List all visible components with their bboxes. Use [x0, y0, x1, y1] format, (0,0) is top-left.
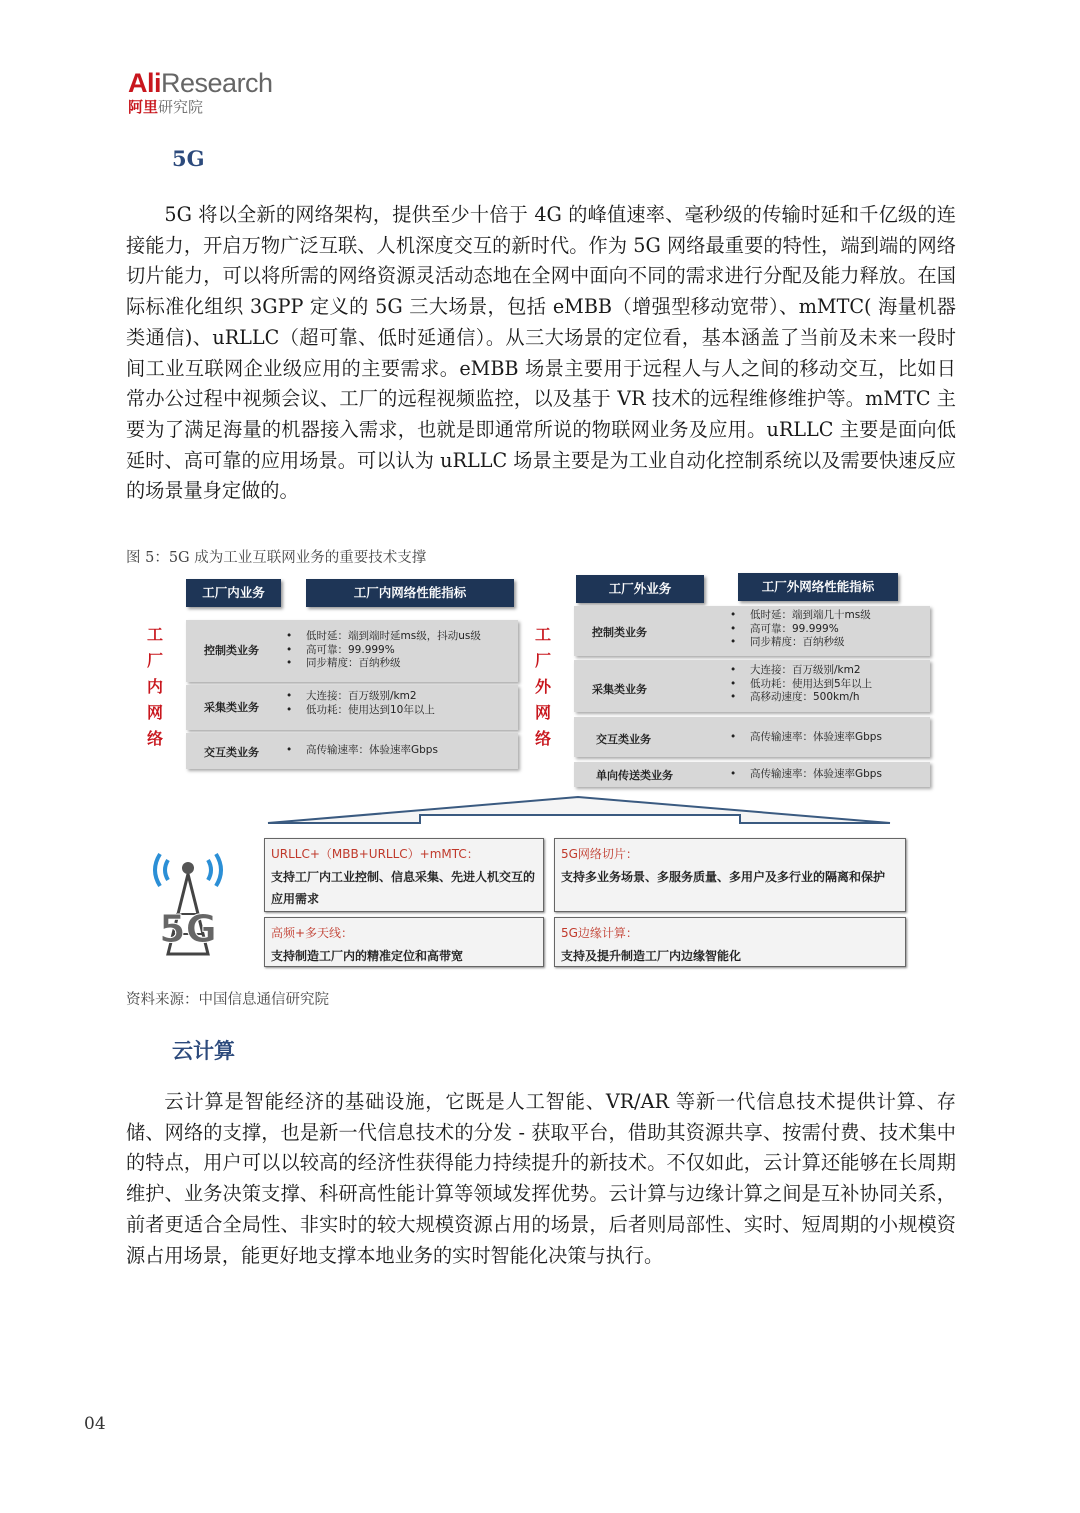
up-arrow-shape	[260, 795, 900, 829]
row-label: 交互类业务	[596, 733, 651, 746]
figure-caption: 图 5：5G 成为工业互联网业务的重要技术支撑	[126, 550, 427, 566]
figure-source: 资料来源：中国信息通信研究院	[126, 992, 329, 1008]
external-row-interaction	[574, 717, 930, 757]
vertical-label-char: 网	[146, 703, 163, 722]
5g-tower-icon	[138, 834, 238, 964]
header-factory-internal-metrics: 工厂内网络性能指标	[306, 579, 514, 607]
vertical-label-char: 网	[534, 703, 551, 722]
5g-icon-text: 5G	[159, 907, 217, 951]
right-side-label	[533, 622, 553, 752]
alibaba-research-logo: AliResearch	[128, 68, 273, 98]
box-title: 高频+多天线：	[271, 926, 354, 940]
vertical-label-char: 络	[534, 729, 551, 748]
row-label: 交互类业务	[204, 746, 259, 759]
box-title: 5G网络切片：	[561, 847, 638, 861]
box-urllc-mmtc	[264, 838, 544, 912]
external-row-control	[574, 606, 930, 656]
external-row-collection	[574, 660, 930, 712]
box-description: 支持制造工厂内的精准定位和高带宽	[271, 949, 464, 963]
header-factory-external-business: 工厂外业务	[576, 575, 704, 603]
row-metrics-list: • 低时延：端到端时延ms级，抖动us级 • 高可靠：99.999% • 同步精度：百纳秒级	[286, 630, 481, 671]
section-title-5g: 5G	[172, 146, 205, 171]
row-label: 采集类业务	[592, 683, 647, 696]
vertical-label-char: 厂	[146, 651, 163, 670]
box-title: URLLC+（MBB+URLLC）+mMTC：	[271, 847, 479, 861]
page-number: 04	[84, 1414, 106, 1434]
box-title: 5G边缘计算：	[561, 926, 638, 940]
row-label: 采集类业务	[204, 701, 259, 714]
row-label: 单向传送类业务	[596, 769, 673, 782]
paragraph-5g: 5G 将以全新的网络架构，提供至少十倍于 4G 的峰值速率、毫秒级的传输时延和千亿级的连接能力，开启万物广泛互联、人机深度交互的新时代。作为 5G 网络最重要的特性，端到端的网络切片能力，可以将所需的网络资源灵活动态地在全网中面向不同的需求进行分配及能力释放。在国际标准化组织 3GPP 定义的 5G 三大场景，包括 eMBB（增强型移动宽带）、mMTC( 海量机器类通信)、uRLLC（超可靠、低时延通信）。从三大场景的定位看，基本涵盖了当前及未来一段时间工业互联网企业级应用的主要需求。eMBB 场景主要用于远程人与人之间的移动交互，比如日常办公过程中视频会议、工厂的远程视频监控，以及基于 VR 技术的远程维修维护等。mMTC 主要为了满足海量的机器接入需求，也就是即通常所说的物联网业务及应用。uRLLC 主要是面向低延时、高可靠的应用场景。可以认为 uRLLC 场景主要是为工业自动化控制系统以及需要快速反应的场景量身定做的。	[126, 203, 956, 503]
internal-row-interaction	[186, 733, 518, 769]
header-factory-external-metrics: 工厂外网络性能指标	[738, 573, 898, 601]
row-label: 控制类业务	[204, 644, 259, 657]
logo-subtitle: 阿里研究院	[128, 98, 204, 116]
vertical-label-char: 工	[534, 625, 551, 644]
row-metrics-list: • 高传输速率：体验速率Gbps	[730, 731, 882, 745]
row-metrics-list: • 高传输速率：体验速率Gbps	[730, 768, 882, 782]
paragraph-cloud: 云计算是智能经济的基础设施，它既是人工智能、VR/AR 等新一代信息技术提供计算、存储、网络的支撑，也是新一代信息技术的分发 - 获取平台，借助其资源共享、按需付费、技术集中的特点，用户可以以较高的经济性获得能力持续提升的新技术。不仅如此，云计算还能够在长周期维护、业务决策支撑、科研高性能计算等领域发挥优势。云计算与边缘计算之间是互补协同关系，前者更适合全局性、非实时的较大规模资源占用的场景，后者则局部性、实时、短周期的小规模资源占用场景，能更好地支撑本地业务的实时智能化决策与执行。	[126, 1090, 956, 1267]
vertical-label-char: 厂	[534, 651, 551, 670]
external-row-oneway	[574, 762, 930, 787]
vertical-label-char: 外	[534, 677, 551, 696]
header-factory-internal-business: 工厂内业务	[186, 579, 281, 607]
vertical-label-char: 内	[146, 677, 163, 696]
row-metrics-list: • 高传输速率：体验速率Gbps	[286, 744, 438, 758]
box-description: 支持及提升制造工厂内边缘智能化	[561, 949, 742, 963]
vertical-label-char: 工	[146, 625, 163, 644]
internal-row-collection	[186, 685, 518, 730]
box-description: 支持多业务场景、多服务质量、多用户及多行业的隔离和保护	[561, 870, 886, 884]
row-metrics-list: • 大连接：百万级别/km2 • 低功耗：使用达到5年以上 • 高移动速度：500km/h	[730, 664, 872, 705]
vertical-label-char: 络	[146, 729, 163, 748]
box-edge-computing	[554, 917, 906, 967]
left-side-label	[145, 622, 165, 752]
row-label: 控制类业务	[592, 626, 647, 639]
section-title-cloud: 云计算	[172, 1038, 235, 1063]
internal-row-control	[186, 620, 518, 682]
row-metrics-list: • 大连接：百万级别/km2 • 低功耗：使用达到10年以上	[286, 690, 435, 717]
box-network-slicing	[554, 838, 906, 912]
box-description: 支持工厂内工业控制、信息采集、先进人机交互的应用需求	[271, 870, 536, 906]
box-high-frequency-antenna	[264, 917, 544, 967]
row-metrics-list: • 低时延：端到端几十ms级 • 高可靠：99.999% • 同步精度：百纳秒级	[730, 609, 871, 650]
